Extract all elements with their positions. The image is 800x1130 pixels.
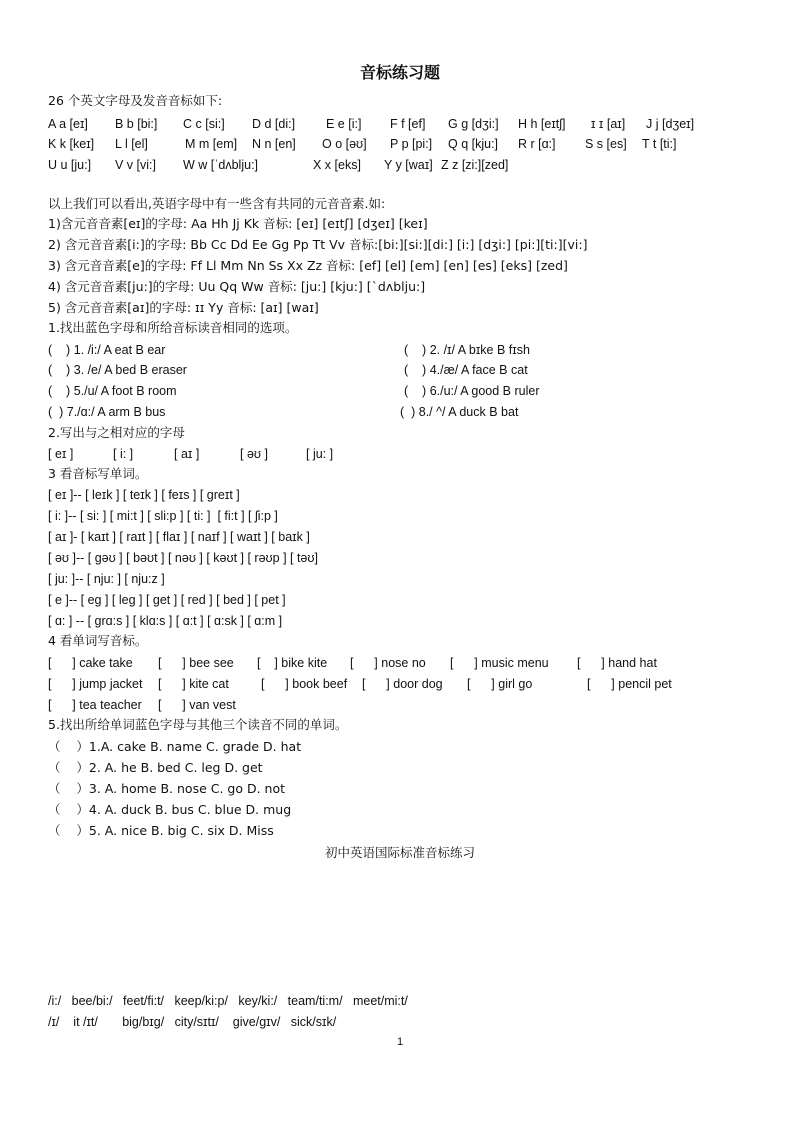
section3-heading: 3 看音标写单词。 [48, 466, 148, 481]
page-title: 音标练习题 [359, 63, 440, 82]
vowel-group: 2) 含元音音素[i:]的字母: Bb Cc Dd Ee Gg Pp Tt Vv 音标:[bi:][si:][di:] [i:] [dʒi:] [pi:][ti:][vi:] [48, 237, 588, 252]
phoneme-item: [ eɪ ] [48, 447, 74, 461]
alphabet-letter: X x [eks] [313, 158, 361, 172]
question-item: ( ) 3. /e/ A bed B eraser [48, 363, 187, 377]
word-pair-item: [ ] kite cat [158, 677, 229, 691]
section4-heading: 4 看单词写音标。 [48, 633, 148, 648]
question-item: ( ) 5./u/ A foot B room [48, 384, 177, 398]
alphabet-letter: S s [es] [585, 137, 627, 151]
alphabet-letter: O o [əʊ] [322, 137, 367, 151]
alphabet-letter: L l [el] [115, 137, 148, 151]
alphabet-letter: H h [eɪtʃ] [518, 117, 566, 131]
phonetic-example-line: /ɪ/ it /ɪt/ big/bɪg/ city/sɪtɪ/ give/gɪv/ sick/sɪk/ [48, 1015, 337, 1029]
phonetic-example-line: /i:/ bee/bi:/ feet/fi:t/ keep/ki:p/ key/ki:/ team/ti:m/ meet/mi:t/ [48, 994, 408, 1008]
alphabet-letter: C c [si:] [183, 117, 225, 131]
phonetic-line: [ ju: ]-- [ nju: ] [ nju:z ] [48, 572, 165, 586]
phoneme-item: [ əʊ ] [240, 447, 268, 461]
phoneme-item: [ i: ] [113, 447, 134, 461]
alphabet-intro: 26 个英文字母及发音音标如下: [48, 93, 223, 108]
word-pair-item: [ ] cake take [48, 656, 133, 670]
word-pair-item: [ ] jump jacket [48, 677, 143, 691]
word-pair-item: [ ] door dog [362, 677, 443, 691]
summary-intro: 以上我们可以看出,英语字母中有一些含有共同的元音音素.如: [48, 196, 386, 211]
phonetic-line: [ əʊ ]-- [ gəʊ ] [ bəʊt ] [ nəʊ ] [ kəʊt ] [ rəʊp ] [ təʊ] [48, 551, 318, 565]
section-subtitle: 初中英语国际标准音标练习 [324, 845, 475, 860]
vowel-group: 3) 含元音音素[e]的字母: Ff Ll Mm Nn Ss Xx Zz 音标: [ef] [el] [em] [en] [es] [eks] [zed] [48, 258, 568, 273]
question-item: ( ) 7./ɑ:/ A arm B bus [48, 405, 166, 419]
question-item: ( ) 6./u:/ A good B ruler [404, 384, 540, 398]
phoneme-item: [ ju: ] [306, 447, 334, 461]
word-pair-item: [ ] music menu [450, 656, 549, 670]
alphabet-letter: U u [ju:] [48, 158, 92, 172]
vowel-group: 5) 含元音音素[aɪ]的字母: ɪɪ Yy 音标: [aɪ] [waɪ] [48, 300, 319, 315]
page-number: 1 [396, 1036, 404, 1048]
alphabet-letter: D d [di:] [252, 117, 296, 131]
alphabet-letter: F f [ef] [390, 117, 426, 131]
question-item: （ ）1.A. cake B. name C. grade D. hat [48, 739, 302, 754]
alphabet-letter: A a [eɪ] [48, 117, 88, 131]
section1-heading: 1.找出蓝色字母和所给音标读音相同的选项。 [48, 320, 298, 335]
vowel-group: 4) 含元音音素[ju:]的字母: Uu Qq Ww 音标: [ju:] [kju:] [`dʌblju:] [48, 279, 426, 294]
alphabet-letter: T t [ti:] [642, 137, 677, 151]
phonetic-line: [ aɪ ]- [ kaɪt ] [ raɪt ] [ flaɪ ] [ naɪf ] [ waɪt ] [ baɪk ] [48, 530, 310, 544]
alphabet-letter: Q q [kju:] [448, 137, 499, 151]
word-pair-item: [ ] van vest [158, 698, 236, 712]
alphabet-letter: M m [em] [185, 137, 238, 151]
word-pair-item: [ ] bee see [158, 656, 234, 670]
vowel-group: 1)含元音音素[eɪ]的字母: Aa Hh Jj Kk 音标: [eɪ] [eɪtʃ] [dʒeɪ] [keɪ] [48, 216, 428, 231]
alphabet-letter: Y y [waɪ] [384, 158, 433, 172]
phonetic-line: [ ɑ: ] -- [ grɑ:s ] [ klɑ:s ] [ ɑ:t ] [ ɑ:sk ] [ ɑ:m ] [48, 614, 283, 628]
question-item: （ ）5. A. nice B. big C. six D. Miss [48, 823, 274, 838]
question-item: （ ）2. A. he B. bed C. leg D. get [48, 760, 263, 775]
alphabet-letter: N n [en] [252, 137, 296, 151]
word-pair-item: [ ] book beef [261, 677, 348, 691]
word-pair-item: [ ] nose no [350, 656, 426, 670]
alphabet-letter: B b [bi:] [115, 117, 158, 131]
phonetic-line: [ i: ]-- [ si: ] [ mi:t ] [ sli:p ] [ ti: ] [ fi:t ] [ ʃi:p ] [48, 509, 278, 523]
word-pair-item: [ ] bike kite [257, 656, 328, 670]
word-pair-item: [ ] girl go [467, 677, 533, 691]
phonetic-line: [ e ]-- [ eg ] [ leg ] [ get ] [ red ] [ bed ] [ pet ] [48, 593, 286, 607]
alphabet-letter: R r [ɑ:] [518, 137, 556, 151]
word-pair-item: [ ] pencil pet [587, 677, 672, 691]
question-item: ( ) 2. /ɪ/ A bɪke B fɪsh [404, 343, 530, 357]
question-item: ( ) 1. /i:/ A eat B ear [48, 343, 166, 357]
alphabet-letter: P p [pi:] [390, 137, 433, 151]
question-item: ( ) 8./ ^/ A duck B bat [400, 405, 519, 419]
phonetic-line: [ eɪ ]-- [ leɪk ] [ teɪk ] [ feɪs ] [ greɪt ] [48, 488, 240, 502]
alphabet-letter: W w [ˈdʌblju:] [183, 158, 259, 172]
alphabet-letter: K k [keɪ] [48, 137, 95, 151]
section2-heading: 2.写出与之相对应的字母 [48, 425, 185, 440]
alphabet-letter: J j [dʒeɪ] [646, 117, 695, 131]
question-item: ( ) 4./æ/ A face B cat [404, 363, 528, 377]
question-item: （ ）4. A. duck B. bus C. blue D. mug [48, 802, 292, 817]
alphabet-letter: E e [i:] [326, 117, 362, 131]
section5-heading: 5.找出所给单词蓝色字母与其他三个读音不同的单词。 [48, 717, 348, 732]
alphabet-letter: G g [dʒi:] [448, 117, 499, 131]
alphabet-letter: Z z [zi:][zed] [441, 158, 509, 172]
alphabet-letter: ɪ ɪ [aɪ] [591, 117, 626, 131]
question-item: （ ）3. A. home B. nose C. go D. not [48, 781, 286, 796]
alphabet-letter: V v [vi:] [115, 158, 156, 172]
word-pair-item: [ ] tea teacher [48, 698, 142, 712]
phoneme-item: [ aɪ ] [174, 447, 200, 461]
word-pair-item: [ ] hand hat [577, 656, 657, 670]
